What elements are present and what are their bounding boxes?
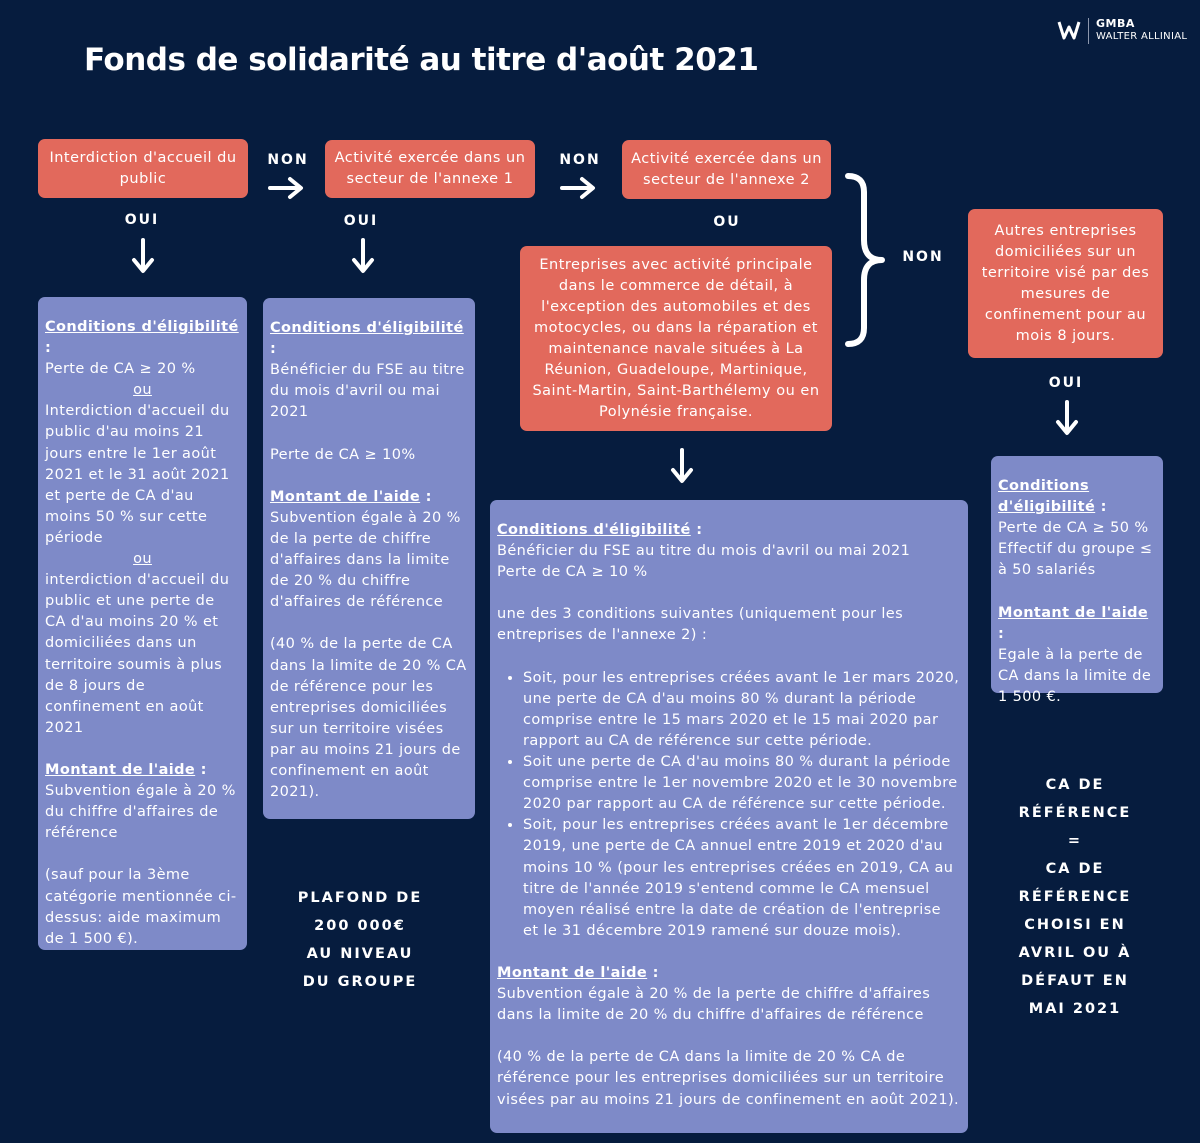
heading-colon: : (195, 761, 207, 778)
eligibility-box-annexe-2 (490, 500, 968, 1133)
conditions-heading: Conditions d'éligibilité (998, 478, 1096, 516)
eligibility-box-annexe-1 (263, 298, 475, 819)
amount-text: Egale à la perte de CA dans la limite de 1 500 €. (998, 646, 1152, 705)
arrow-down-icon (351, 238, 375, 276)
amount-heading: Montant de l'aide (270, 488, 421, 505)
decision-box-annexe-2: Activité exercée dans un secteur de l'annexe 2 (622, 140, 831, 199)
amount-heading: Montant de l'aide (497, 964, 648, 981)
eligibility-box-confinement (991, 456, 1163, 705)
list-item: • Soit, pour les entreprises créées avant le 1er décembre 2019, une perte de CA annuel entre 2019 et 2020 d'au moins 10 % (pour les entreprises créées en 2019, CA au titre de l'année 2019 s'entend comme le CA mensuel moyen réalisé entre la date de création de l'entreprise et le 31 décembre 2019 ramené sur douze mois). (523, 815, 961, 942)
ou-separator: ou (133, 551, 152, 568)
amount-heading: Montant de l'aide (998, 604, 1149, 621)
arrow-down-icon (1055, 400, 1079, 438)
conditions-heading: Conditions d'éligibilité (45, 319, 239, 335)
amount-note: (40 % de la perte de CA dans la limite de 20 % CA de référence pour les entreprises domiciliées sur un territoire visées par au moins 21 jours de confinement en août 2021). (497, 1049, 960, 1108)
condition-text: Interdiction d'accueil du public d'au moins 21 jours entre le 1er août 2021 et le 31 août 2021 et perte de CA d'au moins 50 % sur cette période (45, 403, 230, 546)
arrow-down-icon (131, 238, 155, 276)
conditions-heading: Conditions d'éligibilité (270, 320, 464, 336)
heading-colon: : (998, 625, 1005, 642)
label-non-3: NON (902, 249, 944, 265)
amount-text: Subvention égale à 20 % du chiffre d'affaires de référence (45, 783, 236, 842)
decision-box-commerce-detail: Entreprises avec activité principale dans le commerce de détail, à l'exception des automobiles et des motocycles, ou dans la réparation et maintenance navale situées à La Réunion, Guadeloupe, Martinique, Saint-Martin, Saint-Barthélemy ou en Polynésie française. (520, 246, 832, 431)
plafond-note: PLAFOND DE 200 000€ AU NIVEAU DU GROUPE (297, 890, 423, 990)
condition-text: Perte de CA ≥ 20 % (45, 361, 196, 378)
condition-text: Bénéficier du FSE au titre du mois d'avril ou mai 2021 Perte de CA ≥ 10 % (497, 543, 911, 581)
condition-text: interdiction d'accueil du public et une perte de CA d'au moins 20 % et domiciliées dans un territoire soumis à plus de 8 jours de confinement en août 2021 (45, 572, 230, 736)
eligibility-box-interdiction (38, 297, 247, 950)
label-ou: OU (713, 214, 741, 230)
condition-text: Perte de CA ≥ 10% (270, 446, 416, 463)
amount-text: Subvention égale à 20 % de la perte de chiffre d'affaires dans la limite de 20 % du chiffre d'affaires de référence (270, 509, 461, 611)
logo-brand: GMBA (1096, 17, 1135, 30)
arrow-right-icon (560, 176, 598, 200)
decision-box-confinement: Autres entreprises domiciliées sur un territoire visé par des mesures de confinement pour au mois 8 jours. (968, 209, 1163, 358)
label-oui-1: OUI (124, 212, 160, 228)
decision-box-interdiction: Interdiction d'accueil du public (38, 139, 248, 198)
label-oui-3: OUI (1048, 375, 1084, 391)
page-title: Fonds de solidarité au titre d'août 2021 (84, 42, 759, 78)
curly-brace-icon (842, 170, 890, 350)
heading-colon: : (647, 964, 659, 981)
logo-divider (1088, 18, 1089, 44)
label-non-1: NON (267, 152, 309, 168)
arrow-right-icon (268, 176, 306, 200)
condition-text: Bénéficier du FSE au titre du mois d'avril ou mai 2021 (270, 362, 465, 421)
logo-subtitle: WALTER ALLINIAL (1096, 31, 1188, 42)
arrow-down-icon (670, 448, 694, 486)
heading-colon: : (420, 488, 432, 505)
heading-colon: : (270, 341, 277, 358)
amount-note: (sauf pour la 3ème catégorie mentionnée ci-dessus: aide maximum de 1 500 €). (45, 867, 237, 947)
condition-text: Perte de CA ≥ 50 % Effectif du groupe ≤ à 50 salariés (998, 520, 1153, 579)
heading-colon: : (1095, 499, 1107, 516)
list-item: • Soit, pour les entreprises créées avant le 1er mars 2020, une perte de CA d'au moins 80 % durant la période comprise entre le 15 mars 2020 et le 15 mai 2020 par rapport au CA de référence sur cette période. (523, 668, 961, 752)
ou-separator: ou (133, 382, 152, 399)
conditions-list (497, 668, 961, 942)
amount-heading: Montant de l'aide (45, 761, 196, 778)
label-oui-2: OUI (343, 213, 379, 229)
amount-text: Subvention égale à 20 % de la perte de chiffre d'affaires dans la limite de 20 % du chiffre d'affaires de référence (497, 986, 931, 1024)
amount-note: (40 % de la perte de CA dans la limite de 20 % CA de référence pour les entreprises domiciliées sur un territoire visées par au moins 21 jours de confinement en août 2021). (270, 636, 467, 801)
reference-note: CA DE RÉFÉRENCE = CA DE RÉFÉRENCE CHOISI EN AVRIL OU À DÉFAUT EN MAI 2021 (1018, 777, 1132, 1017)
decision-box-annexe-1: Activité exercée dans un secteur de l'annexe 1 (325, 140, 535, 198)
heading-colon: : (45, 340, 52, 357)
list-item: • Soit une perte de CA d'au moins 80 % durant la période comprise entre le 1er novembre 2020 et le 30 novembre 2020 par rapport au CA de référence sur cette période. (523, 752, 961, 815)
w-logo-icon (1057, 18, 1081, 42)
condition-text: une des 3 conditions suivantes (uniquement pour les entreprises de l'annexe 2) : (497, 606, 904, 644)
heading-colon: : (690, 522, 703, 538)
conditions-heading: Conditions d'éligibilité (497, 522, 691, 538)
label-non-2: NON (559, 152, 601, 168)
